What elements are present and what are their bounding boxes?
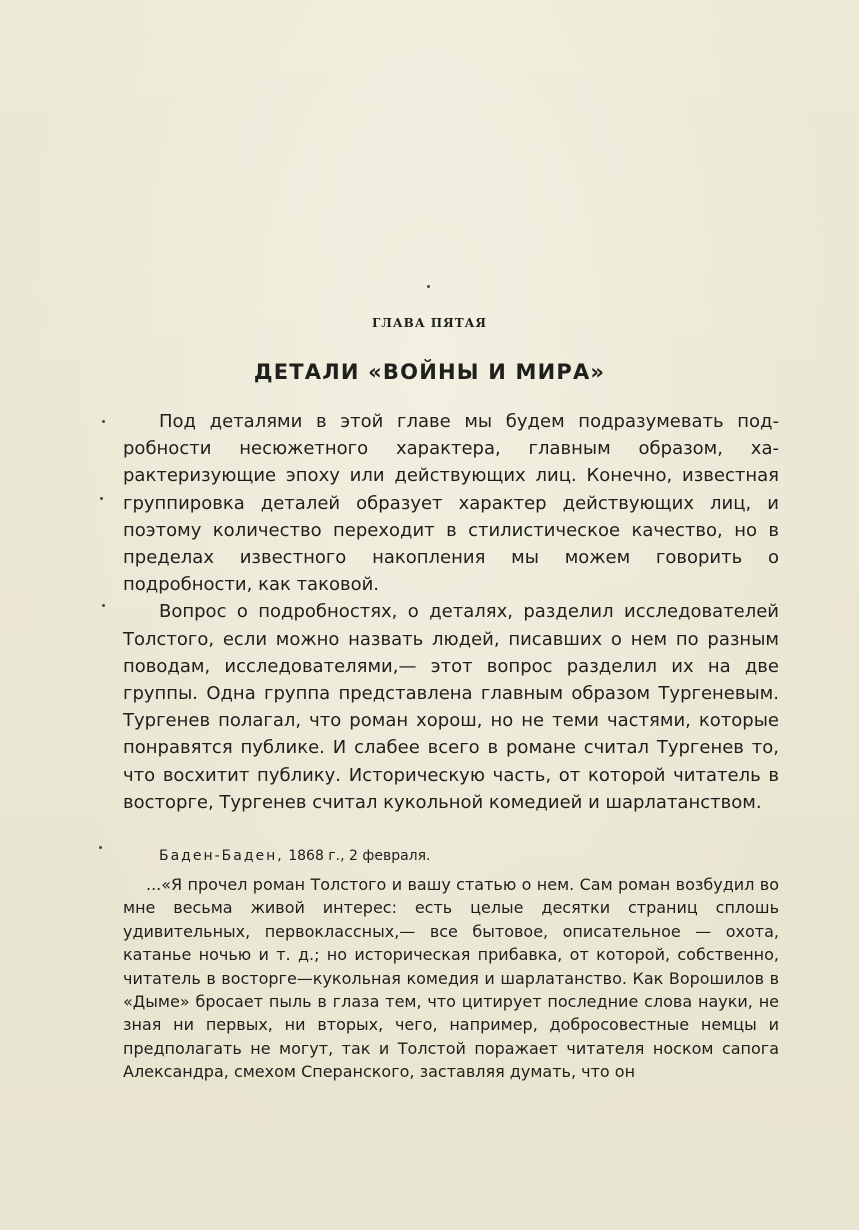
body-text [123, 408, 779, 816]
print-speck [99, 846, 102, 849]
print-speck [100, 497, 103, 500]
paragraph-details-definition: Под деталями в этой главе мы будем подразумевать подробности несюжетного характера, главным образом, характеризующие эпоху или действующих лиц. Конечно, известная группировка деталей образует характер действующих лиц, и поэтому количество переходит в стилистическое качество, но в пределах известного накопления мы можем говорить о подробности, как таковой. [123, 411, 779, 596]
dateline-place: Баден-Баден, [159, 848, 284, 864]
print-speck [102, 604, 105, 607]
paragraph-researchers-divided: Вопрос о подробностях, о деталях, разделил исследователей Толстого, если можно назвать людей, писавших о нем по разным поводам, исследователями,— этот вопрос разделил их на две группы. Одна группа представлена главным образом Тургеневым. Тургенев полагал, что роман хорош, но не теми частями, которые понравятся публике. И слабее всего в романе считал Тургенев то, что восхитит публику. Историческую часть, от которой читатель в восторге, Тургенев считал кукольной комедией и шарлатанством. [123, 601, 779, 813]
letter-dateline [159, 848, 430, 864]
chapter-label: ГЛАВА ПЯТАЯ [372, 316, 487, 330]
print-speck [427, 285, 430, 288]
quote-text: ...«Я прочел роман Толстого и вашу статью о нем. Сам роман возбудил во мне весьма живой интерес: есть целые десятки страниц сплошь удивительных, первоклассных,— все бытовое, описательное — охота, катанье ночью и т. д.; но историческая прибавка, от которой, собственно, читатель в восторге—кукольная комедия и шарлатанство. Как Ворошилов в «Дыме» бросает пыль в глаза тем, что цитирует последние слова науки, не зная ни первых, ни вторых, чего, например, добросовестные немцы и предполагать не могут, так и Толстой поражает читателя носком сапога Александра, смехом Сперанского, заставляя думать, что он [123, 875, 779, 1082]
chapter-title: ДЕТАЛИ «ВОЙНЫ И МИРА» [253, 360, 606, 384]
dateline-date: 1868 г., 2 февраля. [283, 848, 431, 864]
print-speck [102, 420, 105, 423]
turgenev-letter-quote [123, 873, 779, 1084]
